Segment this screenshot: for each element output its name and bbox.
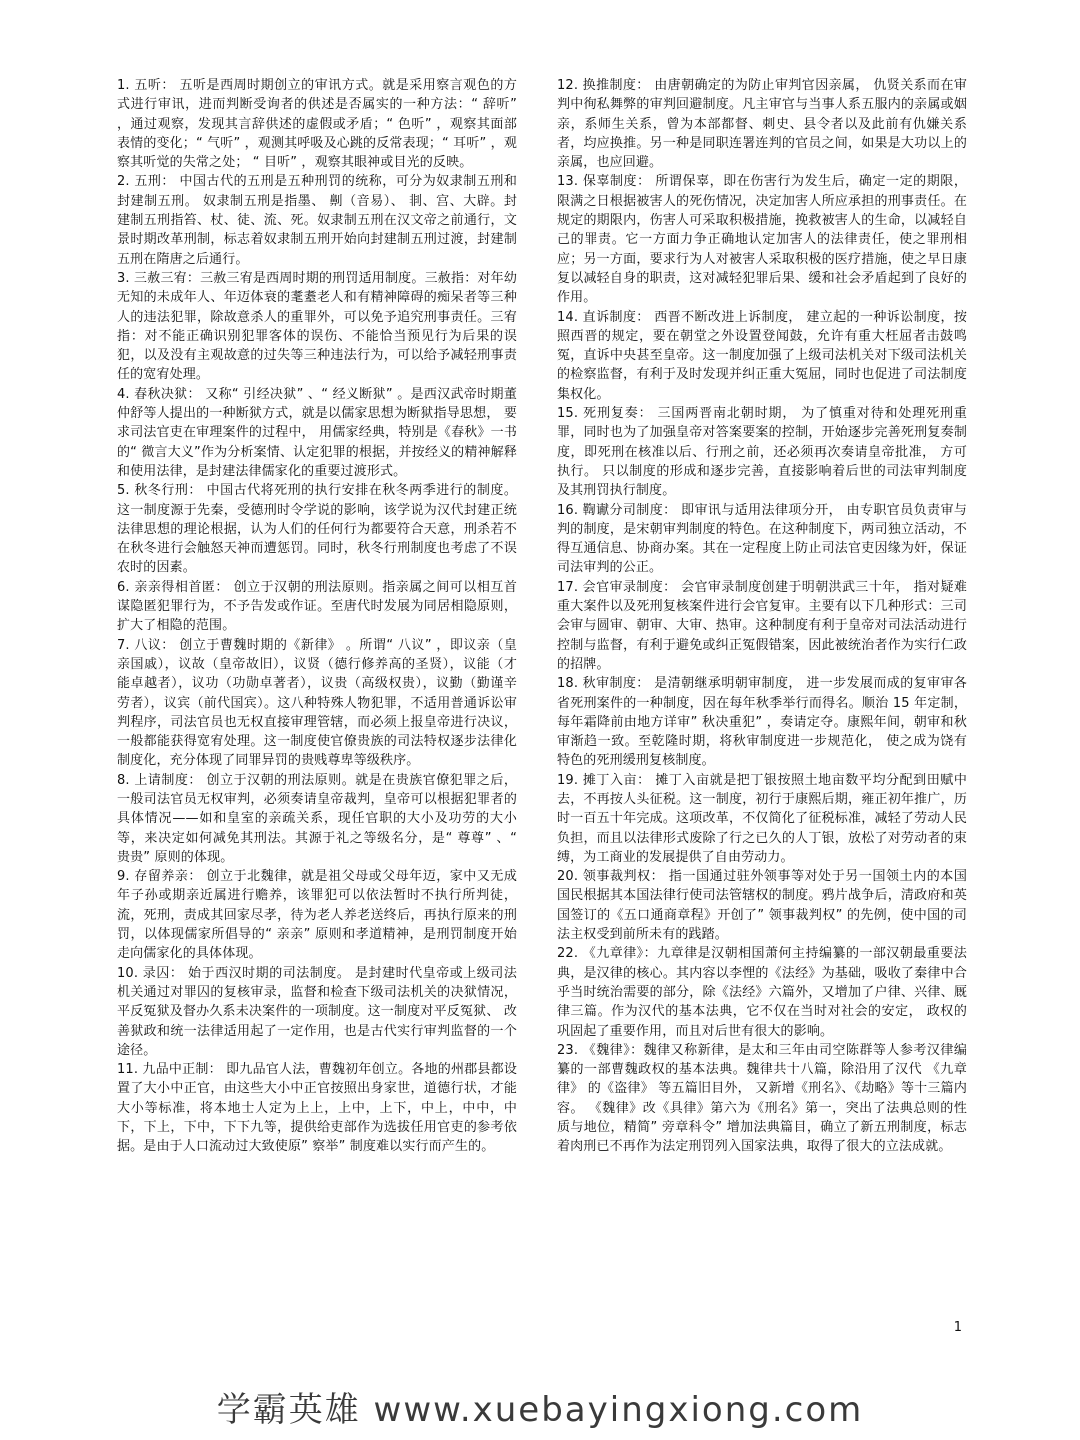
entry-juyan-fensi: 16. 鞫谳分司制度： 即审讯与适用法律项分开， 由专职官员负责审与判的制度，是宋朝审判制度的特色。在这种制度下，两司独立活动，不得互通信息、协商办案。其在一定程度上防止司法官吏因缘为奸，保证司法审判的公正。 (557, 502, 967, 576)
entry-zhisu: 14. 直诉制度： 西晋不断改进上诉制度， 建立起的一种诉讼制度，按照西晋的规定，要在朝堂之外设置登闻鼓，允许有重大枉屈者击鼓鸣冤，直诉中央甚至皇帝。这一制度加强了上级司法机关对下级司法机关的检察监督，有利于及时发现并纠正重大冤屈，同时也促进了司法制度集权化。 (557, 309, 967, 402)
entry-sanshe-sanyou: 3. 三赦三宥：三赦三宥是西周时期的刑罚适用制度。三赦指：对年幼无知的未成年人、年迈体衰的耄耋老人和有精神障碍的痴呆者等三种人的违法犯罪，除故意杀人的重罪外，可以免予追究刑事责任。三宥指：对不能正确识别犯罪客体的误伤、不能恰当预见行为后果的误犯，以及没有主观故意的过失等三种违法行为，可以给予减轻刑事责任的宽宥处理。 (117, 270, 517, 383)
entry-shangqing: 8. 上请制度： 创立于汉朝的刑法原则。就是在贵族官僚犯罪之后，一般司法官员无权审判，必须奏请皇帝裁判，皇帝可以根据犯罪者的具体情况——如和皇室的亲疏关系，现任官职的大小及功劳的大小等，来决定如何减免其刑法。其源于礼之等级名分，是“ 尊尊” 、“ 贵贵” 原则的体现。 (117, 772, 517, 865)
entry-weilv: 23. 《魏律》：魏律又称新律，是太和三年由司空陈群等人参考汉律编纂的一部曹魏政权的基本法典。魏律共十八篇，除沿用了汉代 《九章律》 的《盗律》 等五篇旧目外， 又新增《刑名》、《劫略》等十三篇内容。 《魏律》改《具律》第六为《刑名》第一，突出了法典总则的性质与地位，精简” 旁章科令” 增加法典篇目，确立了新五刑制度，标志着肉刑已不再作为法定刑罚列入国家法典，取得了很大的立法成就。 (557, 1042, 967, 1155)
entry-huantui: 12. 换推制度： 由唐朝确定的为防止审判官因亲属， 仇贤关系而在审判中徇私舞弊的审判回避制度。凡主审官与当事人系五服内的亲属或姻亲，系师生关系，曾为本部都督、刺史、县令者以及此前有仇嫌关系者，均应换推。另一种是同职连署连判的官员之间，如果是大功以上的亲属，也应回避。 (557, 78, 967, 171)
entry-tanding-rumu: 19. 摊丁入亩： 摊丁入亩就是把丁银按照土地亩数平均分配到田赋中去，不再按人头征税。这一制度，初行于康熙后期，雍正初年推广，历时一百五十年完成。这项改革，不仅简化了征税标准，减轻了劳动人民负担，而且以法律形式废除了行之已久的人丁银，放松了对劳动者的束缚，为工商业的发展提供了自由劳动力。 (557, 772, 967, 865)
entry-jiupin-zhongzheng: 11. 九品中正制： 即九品官人法，曹魏初年创立。各地的州郡县都设置了大小中正官，由这些大小中正官按照出身家世，道德行状，才能大小等标准，将本地士人定为上上，上中，上下，中上，中中，中下，下上，下中，下下九等，提供给吏部作为选拔任用官吏的参考依据。是由于人口流动过大致使原” 察举” 制度难以实行而产生的。 (117, 1062, 517, 1155)
entry-qiushen: 18. 秋审制度： 是清朝继承明朝审制度， 进一步发展而成的复审审各省死刑案件的一种制度，因在每年秋季举行而得名。顺治 15 年定制，每年霜降前由地方详审” 秋决重犯” ，奏请定夺。康熙年间，朝审和秋审渐趋一致。至乾隆时期，将秋审制度进一步规范化， 使之成为饶有特色的死刑缓刑复核制度。 (557, 676, 967, 769)
right-column (557, 76, 967, 1157)
entry-jiuzhanglv: 22. 《九章律》：九章律是汉朝相国萧何主持编纂的一部汉朝最重要法典，是汉律的核心。其内容以李悝的《法经》为基础，吸收了秦律中合乎当时统治需要的部分，除《法经》六篇外，又增加了户律、兴律、厩律三篇。作为汉代的基本法典，它不仅在当时对社会的安定， 政权的巩固起了重要作用，而且对后世有很大的影响。 (557, 946, 967, 1039)
site-watermark: 学霸英雄 www.xuebayingxiong.com (216, 1390, 864, 1430)
entry-qiudong-xingxing: 5. 秋冬行刑： 中国古代将死刑的执行安排在秋冬两季进行的制度。这一制度源于先秦，受德刑时令学说的影响，该学说为汉代封建正统法律思想的理论根据，认为人们的任何行为都要符合天意，刑杀若不在秋冬进行会触怒天神而遭惩罚。同时，秋冬行刑制度也考虑了不误农时的因素。 (117, 483, 517, 576)
entry-wuxing: 2. 五刑： 中国古代的五刑是五种刑罚的统称，可分为奴隶制五刑和封建制五刑。 奴隶制五刑是指墨、 劓（音易）、 剕、宫、大辟。封建制五刑指笞、杖、徒、流、死。奴隶制五刑在汉文帝之前通行，文景时期改革刑制，标志着奴隶制五刑开始向封建制五刑过渡，封建制五刑在隋唐之后通行。 (117, 174, 517, 267)
entry-cunliu-yangqin: 9. 存留养亲： 创立于北魏律，就是祖父母或父母年迈，家中又无成年子孙或期亲近属进行赡养，该罪犯可以依法暂时不执行所判徒，流，死刑，责成其回家尽孝，待为老人养老送终后，再执行原来的刑罚，以体现儒家所倡导的“ 亲亲” 原则和孝道精神，是刑罚制度开始走向儒家化的具体体现。 (117, 869, 517, 962)
entry-huiguan-shenlu: 17. 会官审录制度： 会官审录制度创建于明朝洪武三十年， 指对疑难重大案件以及死刑复核案件进行会官复审。主要有以下几种形式：三司会审与圆审、朝审、大审、热审。这种制度有利于皇帝对司法活动进行控制与监督，有利于避免或纠正冤假错案，因此被统治者作为实行仁政的招牌。 (557, 579, 967, 672)
entry-sixing-fuzou: 15. 死刑复奏： 三国两晋南北朝时期， 为了慎重对待和处理死刑重罪，同时也为了加强皇帝对答案要案的控制，开始逐步完善死刑复奏制度，即死刑在核准以后、行刑之前，还必须再次奏请皇帝批准， 方可执行。 只以制度的形成和逐步完善，直接影响着后世的司法审判制度及其刑罚执行制度。 (557, 406, 967, 499)
entry-lingshi-caipanquan: 20. 领事裁判权： 指一国通过驻外领事等对处于另一国领土内的本国国民根据其本国法律行使司法管辖权的制度。鸦片战争后，清政府和英国签订的《五口通商章程》开创了” 领事裁判权” 的先例，使中国的司法主权受到前所未有的践踏。 (557, 869, 967, 943)
entry-qinqin-xiangshouni: 6. 亲亲得相首匿： 创立于汉朝的刑法原则。指亲属之间可以相互首谋隐匿犯罪行为，不予告发或作证。至唐代时发展为同居相隐原则，扩大了相隐的范围。 (117, 579, 517, 634)
entry-wuting: 1. 五听： 五听是西周时期创立的审讯方式。就是采用察言观色的方式进行审讯，进而判断受询者的供述是否属实的一种方法：“ 辞听” ，通过观察，发现其言辞供述的虚假或矛盾；“ 色听” ，观察其面部表情的变化；“ 气听” ，观测其呼吸及心跳的反常表现；“ 耳听” ，观察其听觉的失常之处； “ 目听” ，观察其眼神或目光的反映。 (117, 78, 517, 171)
entry-bayi: 7. 八议： 创立于曹魏时期的《新律》 。所谓“ 八议” ，即议亲（皇亲国戚），议故（皇帝故旧），议贤（德行修养高的圣贤），议能（才能卓越者），议功（功勋卓著者），议贵（高级权贵），议勤（勤谨辛劳者），议宾（前代国宾）。这八种特殊人物犯罪，不适用普通诉讼审判程序，司法官员也无权直接审理管辖，而必须上报皇帝进行决议，一般都能获得宽宥处理。这一制度使官僚贵族的司法特权逐步法律化制度化，充分体现了同罪异罚的贵贱尊卑等级秩序。 (117, 637, 517, 769)
entry-chunqiu-jueyu: 4. 春秋决狱： 又称“ 引经决狱” 、“ 经义断狱” 。是西汉武帝时期董仲舒等人提出的一种断狱方式，就是以儒家思想为断狱指导思想， 要求司法官吏在审理案件的过程中， 用儒家经典，特别是《春秋》一书的“ 微言大义”作为分析案情、认定犯罪的根据，并按经义的精神解释和使用法律，是封建法律儒家化的重要过渡形式。 (117, 386, 517, 479)
entry-luqiu: 10. 录囚： 始于西汉时期的司法制度。 是封建时代皇帝或上级司法机关通过对罪囚的复核审录，监督和检查下级司法机关的决狱情况，平反冤狱及督办久系未决案件的一项制度。这一制度对平反冤狱、 改善狱政和统一法律适用起了一定作用，也是古代实行审判监督的一个途径。 (117, 965, 517, 1058)
left-column (117, 76, 517, 1157)
entry-baogu: 13. 保辜制度： 所谓保辜，即在伤害行为发生后，确定一定的期限，限满之日根据被害人的死伤情况，决定加害人所应承担的刑事责任。在规定的期限内，伤害人可采取积极措施，挽救被害人的生命，以减轻自己的罪责。它一方面力争正确地认定加害人的法律责任，使之罪刑相应；另一方面，要求行为人对被害人采取积极的医疗措施，使之早日康复以减轻自身的职责，这对减轻犯罪后果、缓和社会矛盾起到了良好的作用。 (557, 174, 967, 306)
page-number: 1 (953, 1320, 962, 1335)
